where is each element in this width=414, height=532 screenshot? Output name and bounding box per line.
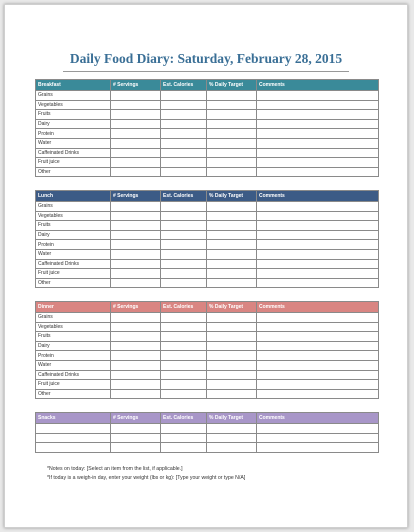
food-group-label: Grains xyxy=(36,202,111,212)
entry-cell[interactable] xyxy=(111,389,161,399)
table-row xyxy=(36,351,379,361)
section-header-row xyxy=(36,302,379,313)
column-header: % Daily Target xyxy=(207,80,257,91)
entry-cell[interactable] xyxy=(161,148,207,158)
table-row xyxy=(36,370,379,380)
table-row xyxy=(36,129,379,139)
entry-cell[interactable] xyxy=(161,91,207,101)
entry-cell[interactable] xyxy=(161,211,207,221)
section-table-1 xyxy=(35,190,379,288)
column-header: Est. Calories xyxy=(161,413,207,424)
food-group-label: Protein xyxy=(36,351,111,361)
table-row xyxy=(36,389,379,399)
entry-cell[interactable] xyxy=(161,322,207,332)
entry-cell[interactable] xyxy=(207,360,257,370)
entry-cell[interactable] xyxy=(207,167,257,177)
column-header: # Servings xyxy=(111,413,161,424)
entry-cell[interactable] xyxy=(111,110,161,120)
entry-cell[interactable] xyxy=(207,129,257,139)
food-group-label: Vegetables xyxy=(36,211,111,221)
entry-cell[interactable] xyxy=(111,240,161,250)
entry-cell[interactable] xyxy=(161,100,207,110)
entry-cell[interactable] xyxy=(207,259,257,269)
entry-cell[interactable] xyxy=(257,249,379,259)
entry-cell[interactable] xyxy=(111,249,161,259)
entry-cell[interactable] xyxy=(257,424,379,434)
entry-cell[interactable] xyxy=(161,341,207,351)
entry-cell[interactable] xyxy=(207,211,257,221)
section-name: Lunch xyxy=(36,191,111,202)
entry-cell[interactable] xyxy=(111,138,161,148)
entry-cell[interactable] xyxy=(207,313,257,323)
food-group-label: Fruits xyxy=(36,332,111,342)
entry-cell[interactable] xyxy=(257,278,379,288)
food-group-label: Water xyxy=(36,249,111,259)
column-header: Est. Calories xyxy=(161,80,207,91)
entry-cell[interactable] xyxy=(111,341,161,351)
section-table-3 xyxy=(35,412,379,453)
food-group-label: Caffeinated Drinks xyxy=(36,370,111,380)
entry-cell[interactable] xyxy=(257,322,379,332)
column-header: % Daily Target xyxy=(207,191,257,202)
entry-cell[interactable] xyxy=(257,351,379,361)
entry-cell[interactable] xyxy=(207,389,257,399)
table-row xyxy=(36,443,379,453)
table-row xyxy=(36,138,379,148)
food-group-label: Fruits xyxy=(36,110,111,120)
table-row xyxy=(36,148,379,158)
table-row xyxy=(36,202,379,212)
entry-cell[interactable] xyxy=(161,370,207,380)
entry-cell[interactable] xyxy=(111,221,161,231)
entry-cell[interactable] xyxy=(111,269,161,279)
entry-cell[interactable] xyxy=(257,100,379,110)
entry-cell[interactable] xyxy=(111,148,161,158)
notes-block xyxy=(47,465,245,483)
entry-cell[interactable] xyxy=(111,322,161,332)
entry-cell[interactable] xyxy=(111,100,161,110)
entry-cell[interactable] xyxy=(111,351,161,361)
food-group-label: Caffeinated Drinks xyxy=(36,148,111,158)
food-group-label: Dairy xyxy=(36,230,111,240)
entry-cell[interactable] xyxy=(207,424,257,434)
section-name: Snacks xyxy=(36,413,111,424)
table-row xyxy=(36,119,379,129)
food-group-label: Grains xyxy=(36,91,111,101)
table-row xyxy=(36,332,379,342)
entry-cell[interactable] xyxy=(207,119,257,129)
entry-cell[interactable] xyxy=(207,351,257,361)
entry-cell[interactable] xyxy=(111,211,161,221)
food-group-label: Fruits xyxy=(36,221,111,231)
entry-cell[interactable] xyxy=(161,259,207,269)
entry-cell[interactable] xyxy=(207,278,257,288)
entry-cell[interactable] xyxy=(111,360,161,370)
entry-cell[interactable] xyxy=(161,202,207,212)
food-group-label: Protein xyxy=(36,240,111,250)
table-row xyxy=(36,424,379,434)
column-header: # Servings xyxy=(111,302,161,313)
entry-cell[interactable] xyxy=(111,278,161,288)
entry-cell[interactable] xyxy=(111,380,161,390)
table-row xyxy=(36,322,379,332)
table-row xyxy=(36,110,379,120)
table-row xyxy=(36,278,379,288)
table-row xyxy=(36,313,379,323)
table-row xyxy=(36,91,379,101)
food-group-label: Dairy xyxy=(36,119,111,129)
entry-cell[interactable] xyxy=(257,221,379,231)
entry-cell[interactable] xyxy=(257,332,379,342)
table-row xyxy=(36,433,379,443)
food-group-label xyxy=(36,433,111,443)
entry-cell[interactable] xyxy=(161,389,207,399)
entry-cell[interactable] xyxy=(111,129,161,139)
entry-cell[interactable] xyxy=(207,269,257,279)
entry-cell[interactable] xyxy=(257,91,379,101)
entry-cell[interactable] xyxy=(207,148,257,158)
entry-cell[interactable] xyxy=(207,138,257,148)
entry-cell[interactable] xyxy=(161,249,207,259)
entry-cell[interactable] xyxy=(257,389,379,399)
table-row xyxy=(36,230,379,240)
entry-cell[interactable] xyxy=(257,167,379,177)
entry-cell[interactable] xyxy=(257,240,379,250)
entry-cell[interactable] xyxy=(207,322,257,332)
entry-cell[interactable] xyxy=(111,370,161,380)
entry-cell[interactable] xyxy=(161,360,207,370)
entry-cell[interactable] xyxy=(161,240,207,250)
entry-cell[interactable] xyxy=(161,129,207,139)
column-header: Comments xyxy=(257,191,379,202)
column-header: % Daily Target xyxy=(207,413,257,424)
food-group-label: Dairy xyxy=(36,341,111,351)
food-group-label: Vegetables xyxy=(36,100,111,110)
section-table-0 xyxy=(35,79,379,177)
entry-cell[interactable] xyxy=(207,230,257,240)
entry-cell[interactable] xyxy=(111,158,161,168)
entry-cell[interactable] xyxy=(111,230,161,240)
entry-cell[interactable] xyxy=(111,332,161,342)
table-row xyxy=(36,249,379,259)
table-row xyxy=(36,341,379,351)
food-group-label: Fruit juice xyxy=(36,380,111,390)
entry-cell[interactable] xyxy=(257,443,379,453)
food-group-label: Other xyxy=(36,167,111,177)
entry-cell[interactable] xyxy=(257,110,379,120)
entry-cell[interactable] xyxy=(207,341,257,351)
table-row xyxy=(36,100,379,110)
entry-cell[interactable] xyxy=(111,167,161,177)
entry-cell[interactable] xyxy=(257,138,379,148)
column-header: Comments xyxy=(257,302,379,313)
food-group-label: Fruit juice xyxy=(36,158,111,168)
entry-cell[interactable] xyxy=(257,313,379,323)
entry-cell[interactable] xyxy=(161,278,207,288)
section-header-row xyxy=(36,413,379,424)
section-name: Breakfast xyxy=(36,80,111,91)
entry-cell[interactable] xyxy=(161,380,207,390)
table-row xyxy=(36,158,379,168)
entry-cell[interactable] xyxy=(207,110,257,120)
entry-cell[interactable] xyxy=(207,158,257,168)
table-row xyxy=(36,240,379,250)
entry-cell[interactable] xyxy=(257,370,379,380)
entry-cell[interactable] xyxy=(207,443,257,453)
entry-cell[interactable] xyxy=(207,249,257,259)
title-divider xyxy=(63,71,349,72)
column-header: # Servings xyxy=(111,191,161,202)
entry-cell[interactable] xyxy=(257,341,379,351)
entry-cell[interactable] xyxy=(161,433,207,443)
food-group-label: Vegetables xyxy=(36,322,111,332)
table-row xyxy=(36,360,379,370)
entry-cell[interactable] xyxy=(207,332,257,342)
column-header: Est. Calories xyxy=(161,191,207,202)
entry-cell[interactable] xyxy=(257,259,379,269)
table-row xyxy=(36,380,379,390)
entry-cell[interactable] xyxy=(257,269,379,279)
entry-cell[interactable] xyxy=(111,433,161,443)
entry-cell[interactable] xyxy=(161,110,207,120)
entry-cell[interactable] xyxy=(161,167,207,177)
food-group-label: Grains xyxy=(36,313,111,323)
entry-cell[interactable] xyxy=(161,119,207,129)
food-group-label: Other xyxy=(36,278,111,288)
section-table-2 xyxy=(35,301,379,399)
column-header: Comments xyxy=(257,413,379,424)
entry-cell[interactable] xyxy=(161,221,207,231)
entry-cell[interactable] xyxy=(207,91,257,101)
entry-cell[interactable] xyxy=(161,158,207,168)
table-row xyxy=(36,167,379,177)
entry-cell[interactable] xyxy=(111,91,161,101)
document-page xyxy=(4,4,408,528)
entry-cell[interactable] xyxy=(161,230,207,240)
entry-cell[interactable] xyxy=(257,119,379,129)
column-header: % Daily Target xyxy=(207,302,257,313)
section-header-row xyxy=(36,191,379,202)
entry-cell[interactable] xyxy=(161,269,207,279)
section-header-row xyxy=(36,80,379,91)
entry-cell[interactable] xyxy=(207,380,257,390)
section-name: Dinner xyxy=(36,302,111,313)
entry-cell[interactable] xyxy=(161,138,207,148)
food-group-label: Fruit juice xyxy=(36,269,111,279)
entry-cell[interactable] xyxy=(111,202,161,212)
entry-cell[interactable] xyxy=(257,129,379,139)
entry-cell[interactable] xyxy=(257,433,379,443)
food-group-label xyxy=(36,424,111,434)
entry-cell[interactable] xyxy=(161,443,207,453)
entry-cell[interactable] xyxy=(161,313,207,323)
column-header: Est. Calories xyxy=(161,302,207,313)
entry-cell[interactable] xyxy=(257,211,379,221)
food-group-label: Water xyxy=(36,360,111,370)
food-group-label: Other xyxy=(36,389,111,399)
entry-cell[interactable] xyxy=(207,221,257,231)
entry-cell[interactable] xyxy=(257,230,379,240)
entry-cell[interactable] xyxy=(111,424,161,434)
entry-cell[interactable] xyxy=(257,148,379,158)
food-group-label: Protein xyxy=(36,129,111,139)
entry-cell[interactable] xyxy=(207,202,257,212)
notes-line[interactable]: *Notes on today: [Select an item from the list, if applicable.] xyxy=(47,466,183,472)
entry-cell[interactable] xyxy=(111,313,161,323)
entry-cell[interactable] xyxy=(161,351,207,361)
entry-cell[interactable] xyxy=(257,380,379,390)
entry-cell[interactable] xyxy=(161,332,207,342)
weigh-in-line[interactable]: *If today is a weigh-in day, enter your weight (lbs or kg): [Type your weight or type N/A] xyxy=(47,475,246,481)
page-title: Daily Food Diary: Saturday, February 28, 2015 xyxy=(69,51,343,66)
entry-cell[interactable] xyxy=(257,202,379,212)
table-row xyxy=(36,221,379,231)
entry-cell[interactable] xyxy=(207,370,257,380)
food-group-label: Caffeinated Drinks xyxy=(36,259,111,269)
entry-cell[interactable] xyxy=(207,433,257,443)
entry-cell[interactable] xyxy=(111,259,161,269)
entry-cell[interactable] xyxy=(257,158,379,168)
entry-cell[interactable] xyxy=(207,240,257,250)
entry-cell[interactable] xyxy=(207,100,257,110)
column-header: Comments xyxy=(257,80,379,91)
food-group-label xyxy=(36,443,111,453)
table-row xyxy=(36,211,379,221)
table-row xyxy=(36,259,379,269)
entry-cell[interactable] xyxy=(161,424,207,434)
table-row xyxy=(36,269,379,279)
entry-cell[interactable] xyxy=(111,443,161,453)
entry-cell[interactable] xyxy=(111,119,161,129)
entry-cell[interactable] xyxy=(257,360,379,370)
column-header: # Servings xyxy=(111,80,161,91)
food-group-label: Water xyxy=(36,138,111,148)
